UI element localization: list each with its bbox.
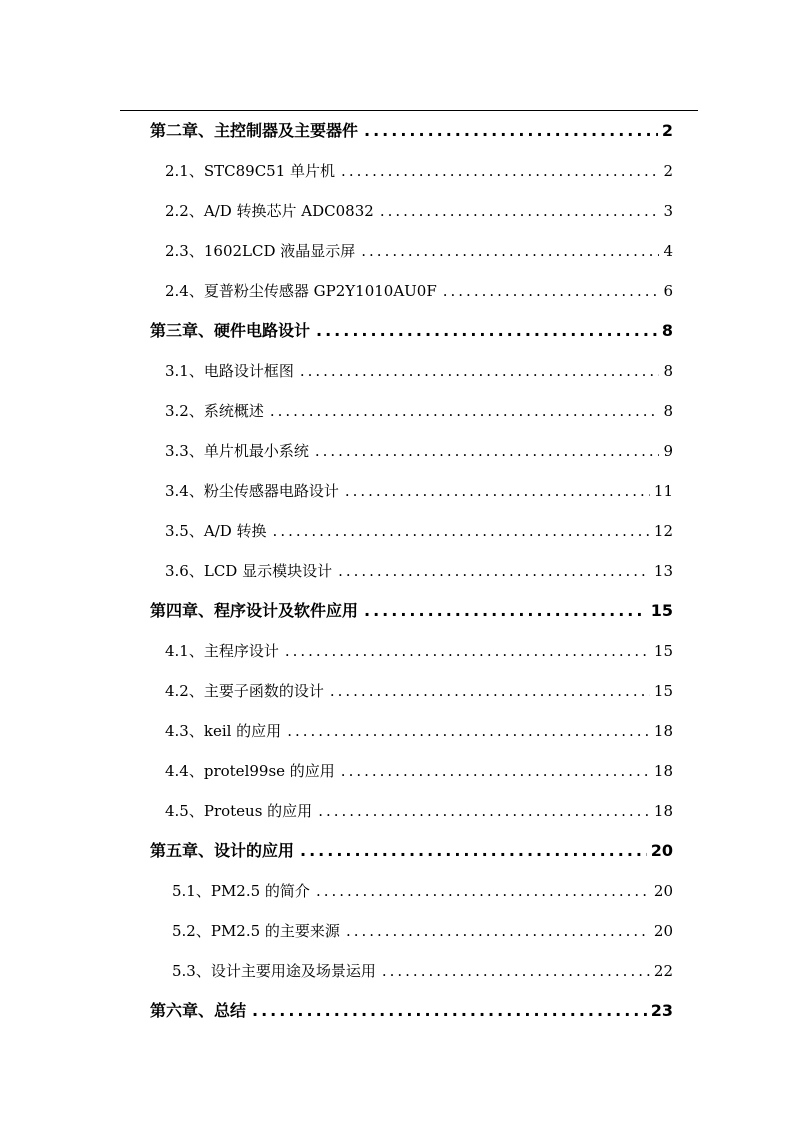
toc-section-entry[interactable] <box>172 880 673 902</box>
toc-entry-title: 2.2、A/D 转换芯片 ADC0832 <box>165 202 374 220</box>
toc-dot-leader <box>273 520 650 542</box>
toc-section-entry[interactable] <box>165 520 673 542</box>
toc-entry-title: 5.2、PM2.5 的主要来源 <box>172 922 340 940</box>
toc-page-number: 2 <box>661 121 673 140</box>
toc-page-number: 3 <box>663 202 673 220</box>
toc-page-number: 20 <box>653 882 673 900</box>
toc-entry-title: 3.6、LCD 显示模块设计 <box>165 562 333 580</box>
toc-dot-leader <box>316 320 658 342</box>
toc-dot-leader <box>285 640 650 662</box>
toc-section-entry[interactable] <box>165 160 673 182</box>
toc-dot-leader <box>300 360 659 382</box>
toc-entry-title: 4.5、Proteus 的应用 <box>165 802 313 820</box>
toc-page-number: 18 <box>653 762 673 780</box>
toc-entry-title: 3.2、系统概述 <box>165 402 264 420</box>
toc-section-entry[interactable] <box>165 760 673 782</box>
toc-dot-leader <box>270 400 659 422</box>
toc-page-number: 8 <box>663 362 673 380</box>
toc-dot-leader <box>345 480 650 502</box>
toc-chapter-entry[interactable] <box>150 600 673 622</box>
toc-dot-leader <box>330 680 650 702</box>
toc-page-number: 2 <box>663 162 673 180</box>
toc-dot-leader <box>315 440 659 462</box>
toc-page-number: 23 <box>650 1001 673 1020</box>
toc-page-number: 15 <box>653 682 673 700</box>
toc-section-entry[interactable] <box>165 720 673 742</box>
toc-page-number: 8 <box>663 402 673 420</box>
toc-page-number: 4 <box>663 242 673 260</box>
toc-page-number: 12 <box>653 522 673 540</box>
toc-entry-title: 2.3、1602LCD 液晶显示屏 <box>165 242 356 260</box>
toc-dot-leader <box>364 600 647 622</box>
toc-section-entry[interactable] <box>165 680 673 702</box>
toc-page-number: 22 <box>653 962 673 980</box>
toc-page-number: 13 <box>653 562 673 580</box>
toc-entry-title: 3.5、A/D 转换 <box>165 522 267 540</box>
toc-section-entry[interactable] <box>165 280 673 302</box>
toc-entry-title: 第三章、硬件电路设计 <box>150 321 311 340</box>
toc-section-entry[interactable] <box>165 240 673 262</box>
toc-entry-title: 第五章、设计的应用 <box>150 841 295 860</box>
toc-entry-title: 第二章、主控制器及主要器件 <box>150 121 359 140</box>
toc-entry-title: 3.4、粉尘传感器电路设计 <box>165 482 339 500</box>
toc-entry-title: 4.1、主程序设计 <box>165 642 279 660</box>
toc-entry-title: 5.1、PM2.5 的简介 <box>172 882 310 900</box>
toc-page-number: 9 <box>663 442 673 460</box>
toc-dot-leader <box>252 1000 647 1022</box>
toc-page-number: 18 <box>653 802 673 820</box>
toc-dot-leader <box>318 800 650 822</box>
toc-dot-leader <box>300 840 647 862</box>
toc-entry-title: 第六章、总结 <box>150 1001 247 1020</box>
toc-page-number: 11 <box>653 482 673 500</box>
toc-entry-title: 4.4、protel99se 的应用 <box>165 762 335 780</box>
toc-section-entry[interactable] <box>165 560 673 582</box>
toc-page-number: 20 <box>650 841 673 860</box>
toc-entry-title: 3.3、单片机最小系统 <box>165 442 309 460</box>
toc-dot-leader <box>346 920 650 942</box>
toc-entry-title: 2.1、STC89C51 单片机 <box>165 162 336 180</box>
toc-section-entry[interactable] <box>165 800 673 822</box>
toc-dot-leader <box>382 960 650 982</box>
toc-page-number: 15 <box>650 601 673 620</box>
toc-chapter-entry[interactable] <box>150 120 673 142</box>
toc-page-number: 15 <box>653 642 673 660</box>
toc-dot-leader <box>361 240 659 262</box>
toc-page-number: 20 <box>653 922 673 940</box>
toc-page-number: 6 <box>663 282 673 300</box>
toc-dot-leader <box>287 720 650 742</box>
toc-section-entry[interactable] <box>172 920 673 942</box>
toc-dot-leader <box>341 760 650 782</box>
toc-section-entry[interactable] <box>172 960 673 982</box>
toc-section-entry[interactable] <box>165 200 673 222</box>
toc-chapter-entry[interactable] <box>150 840 673 862</box>
toc-dot-leader <box>338 560 650 582</box>
toc-dot-leader <box>341 160 659 182</box>
toc-page-number: 18 <box>653 722 673 740</box>
toc-section-entry[interactable] <box>165 480 673 502</box>
toc-entry-title: 第四章、程序设计及软件应用 <box>150 601 359 620</box>
toc-dot-leader <box>380 200 659 222</box>
toc-chapter-entry[interactable] <box>150 320 673 342</box>
toc-entry-title: 5.3、设计主要用途及场景运用 <box>172 962 376 980</box>
toc-dot-leader <box>364 120 658 142</box>
toc-chapter-entry[interactable] <box>150 1000 673 1022</box>
toc-section-entry[interactable] <box>165 440 673 462</box>
toc-dot-leader <box>443 280 659 302</box>
toc-entry-title: 4.2、主要子函数的设计 <box>165 682 324 700</box>
toc-section-entry[interactable] <box>165 640 673 662</box>
toc-entry-title: 3.1、电路设计框图 <box>165 362 294 380</box>
toc-section-entry[interactable] <box>165 400 673 422</box>
toc-entry-title: 2.4、夏普粉尘传感器 GP2Y1010AU0F <box>165 282 437 300</box>
toc-entry-title: 4.3、keil 的应用 <box>165 722 282 740</box>
toc-section-entry[interactable] <box>165 360 673 382</box>
toc-dot-leader <box>316 880 650 902</box>
header-rule <box>120 110 698 111</box>
toc-page-number: 8 <box>661 321 673 340</box>
